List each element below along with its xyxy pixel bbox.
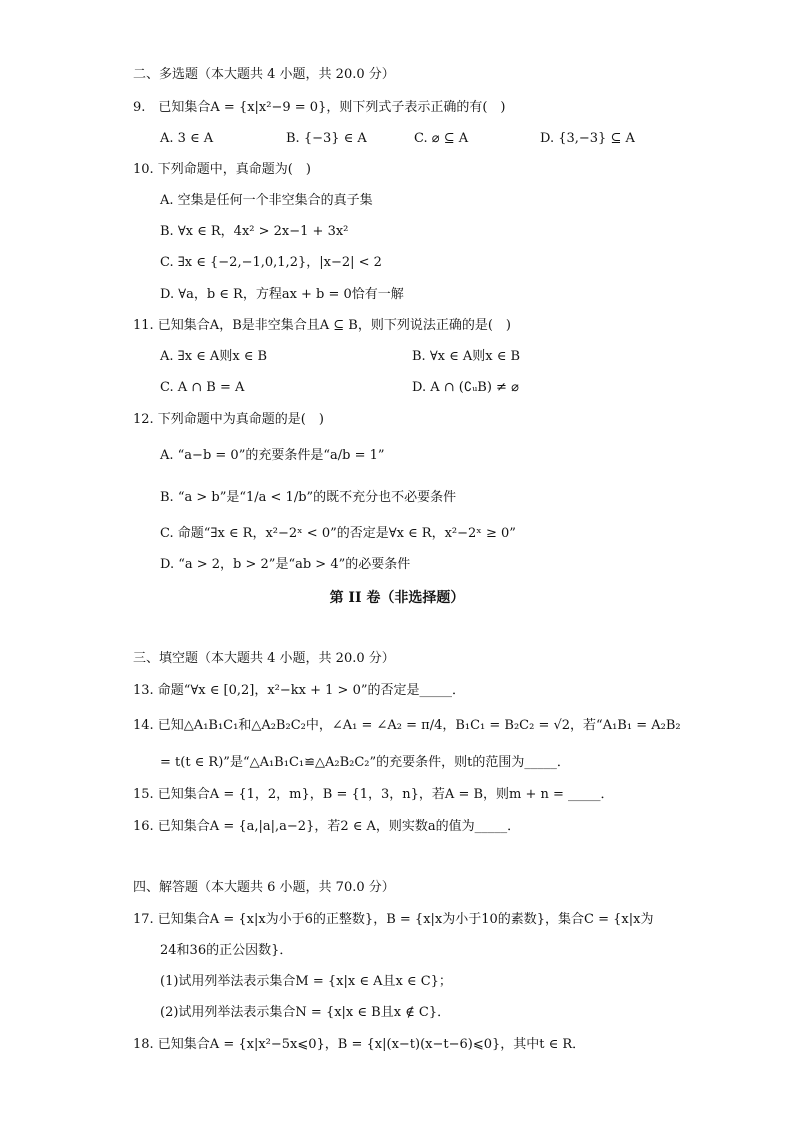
- question-15: 15. 已知集合A = {1，2，m}，B = {1，3，n}，若A = B，则m + n = _____．: [133, 787, 614, 802]
- question-12-option-a: A. “a−b = 0”的充要条件是“a/b = 1”: [160, 448, 385, 463]
- section-fill-in-heading: 三、填空题（本大题共 4 小题，共 20.0 分）: [133, 651, 395, 666]
- question-11-option-c: C. A ∩ B = A: [160, 380, 245, 395]
- question-17-part-1: (1)试用列举法表示集合M = {x|x ∈ A且x ∈ C}；: [160, 974, 452, 989]
- question-10-option-d: D. ∀a，b ∈ R，方程ax + b = 0恰有一解: [160, 287, 404, 302]
- question-10-option-a: A. 空集是任何一个非空集合的真子集: [160, 193, 373, 208]
- question-10-option-b: B. ∀x ∈ R，4x² > 2x−1 + 3x²: [160, 224, 349, 239]
- question-11-option-d: D. A ∩ (∁ᵤB) ≠ ⌀: [412, 380, 519, 395]
- question-16: 16. 已知集合A = {a,|a|,a−2}，若2 ∈ A，则实数a的值为_____．: [133, 819, 521, 834]
- question-12-option-b: B. “a > b”是“1/a < 1/b”的既不充分也不必要条件: [160, 490, 457, 505]
- question-14-line-2: = t(t ∈ R)”是“△A₁B₁C₁≌△A₂B₂C₂”的充要条件，则t的范围为_____．: [160, 755, 570, 770]
- question-17-line-1: 17. 已知集合A = {x|x为小于6的正整数}，B = {x|x为小于10的素数}，集合C = {x|x为: [133, 912, 654, 927]
- question-11-option-a: A. ∃x ∈ A则x ∈ B: [160, 349, 268, 364]
- question-11-option-b: B. ∀x ∈ A则x ∈ B: [412, 349, 521, 364]
- question-12-stem: 12. 下列命题中为真命题的是( ): [133, 412, 324, 427]
- section-answer-heading: 四、解答题（本大题共 6 小题，共 70.0 分）: [133, 880, 395, 895]
- question-10-stem: 10. 下列命题中，真命题为( ): [133, 162, 311, 177]
- question-17-line-2: 24和36的正公因数}．: [160, 943, 293, 958]
- question-18: 18. 已知集合A = {x|x²−5x⩽0}，B = {x|(x−t)(x−t−6)⩽0}，其中t ∈ R．: [133, 1037, 586, 1052]
- question-10-option-c: C. ∃x ∈ {−2,−1,0,1,2}，|x−2| < 2: [160, 255, 382, 270]
- question-9-option-d: D. {3,−3} ⊆ A: [540, 131, 635, 146]
- question-17-part-2: (2)试用列举法表示集合N = {x|x ∈ B且x ∉ C}．: [160, 1005, 451, 1020]
- question-9-option-c: C. ⌀ ⊆ A: [414, 131, 469, 146]
- question-9-option-a: A. 3 ∈ A: [160, 131, 214, 146]
- question-12-option-d: D. “a > 2，b > 2”是“ab > 4”的必要条件: [160, 557, 411, 572]
- question-11-stem: 11. 已知集合A，B是非空集合且A ⊆ B，则下列说法正确的是( ): [133, 318, 511, 333]
- question-9-stem: 9. 已知集合A = {x|x²−9 = 0}，则下列式子表示正确的有( ): [133, 100, 506, 115]
- section-multiple-choice-heading: 二、多选题（本大题共 4 小题，共 20.0 分）: [133, 67, 395, 82]
- question-13: 13. 命题“∀x ∈ [0,2]，x²−kx + 1 > 0”的否定是_____．: [133, 683, 465, 698]
- question-12-option-c: C. 命题“∃x ∈ R，x²−2ˣ < 0”的否定是∀x ∈ R，x²−2ˣ ≥ 0”: [160, 526, 516, 541]
- question-14-line-1: 14. 已知△A₁B₁C₁和△A₂B₂C₂中，∠A₁ = ∠A₂ = π/4，B₁C₁ = B₂C₂ = √2，若“A₁B₁ = A₂B₂: [133, 718, 681, 733]
- question-9-option-b: B. {−3} ∈ A: [286, 131, 367, 146]
- part-two-title: 第 II 卷（非选择题）: [329, 590, 465, 606]
